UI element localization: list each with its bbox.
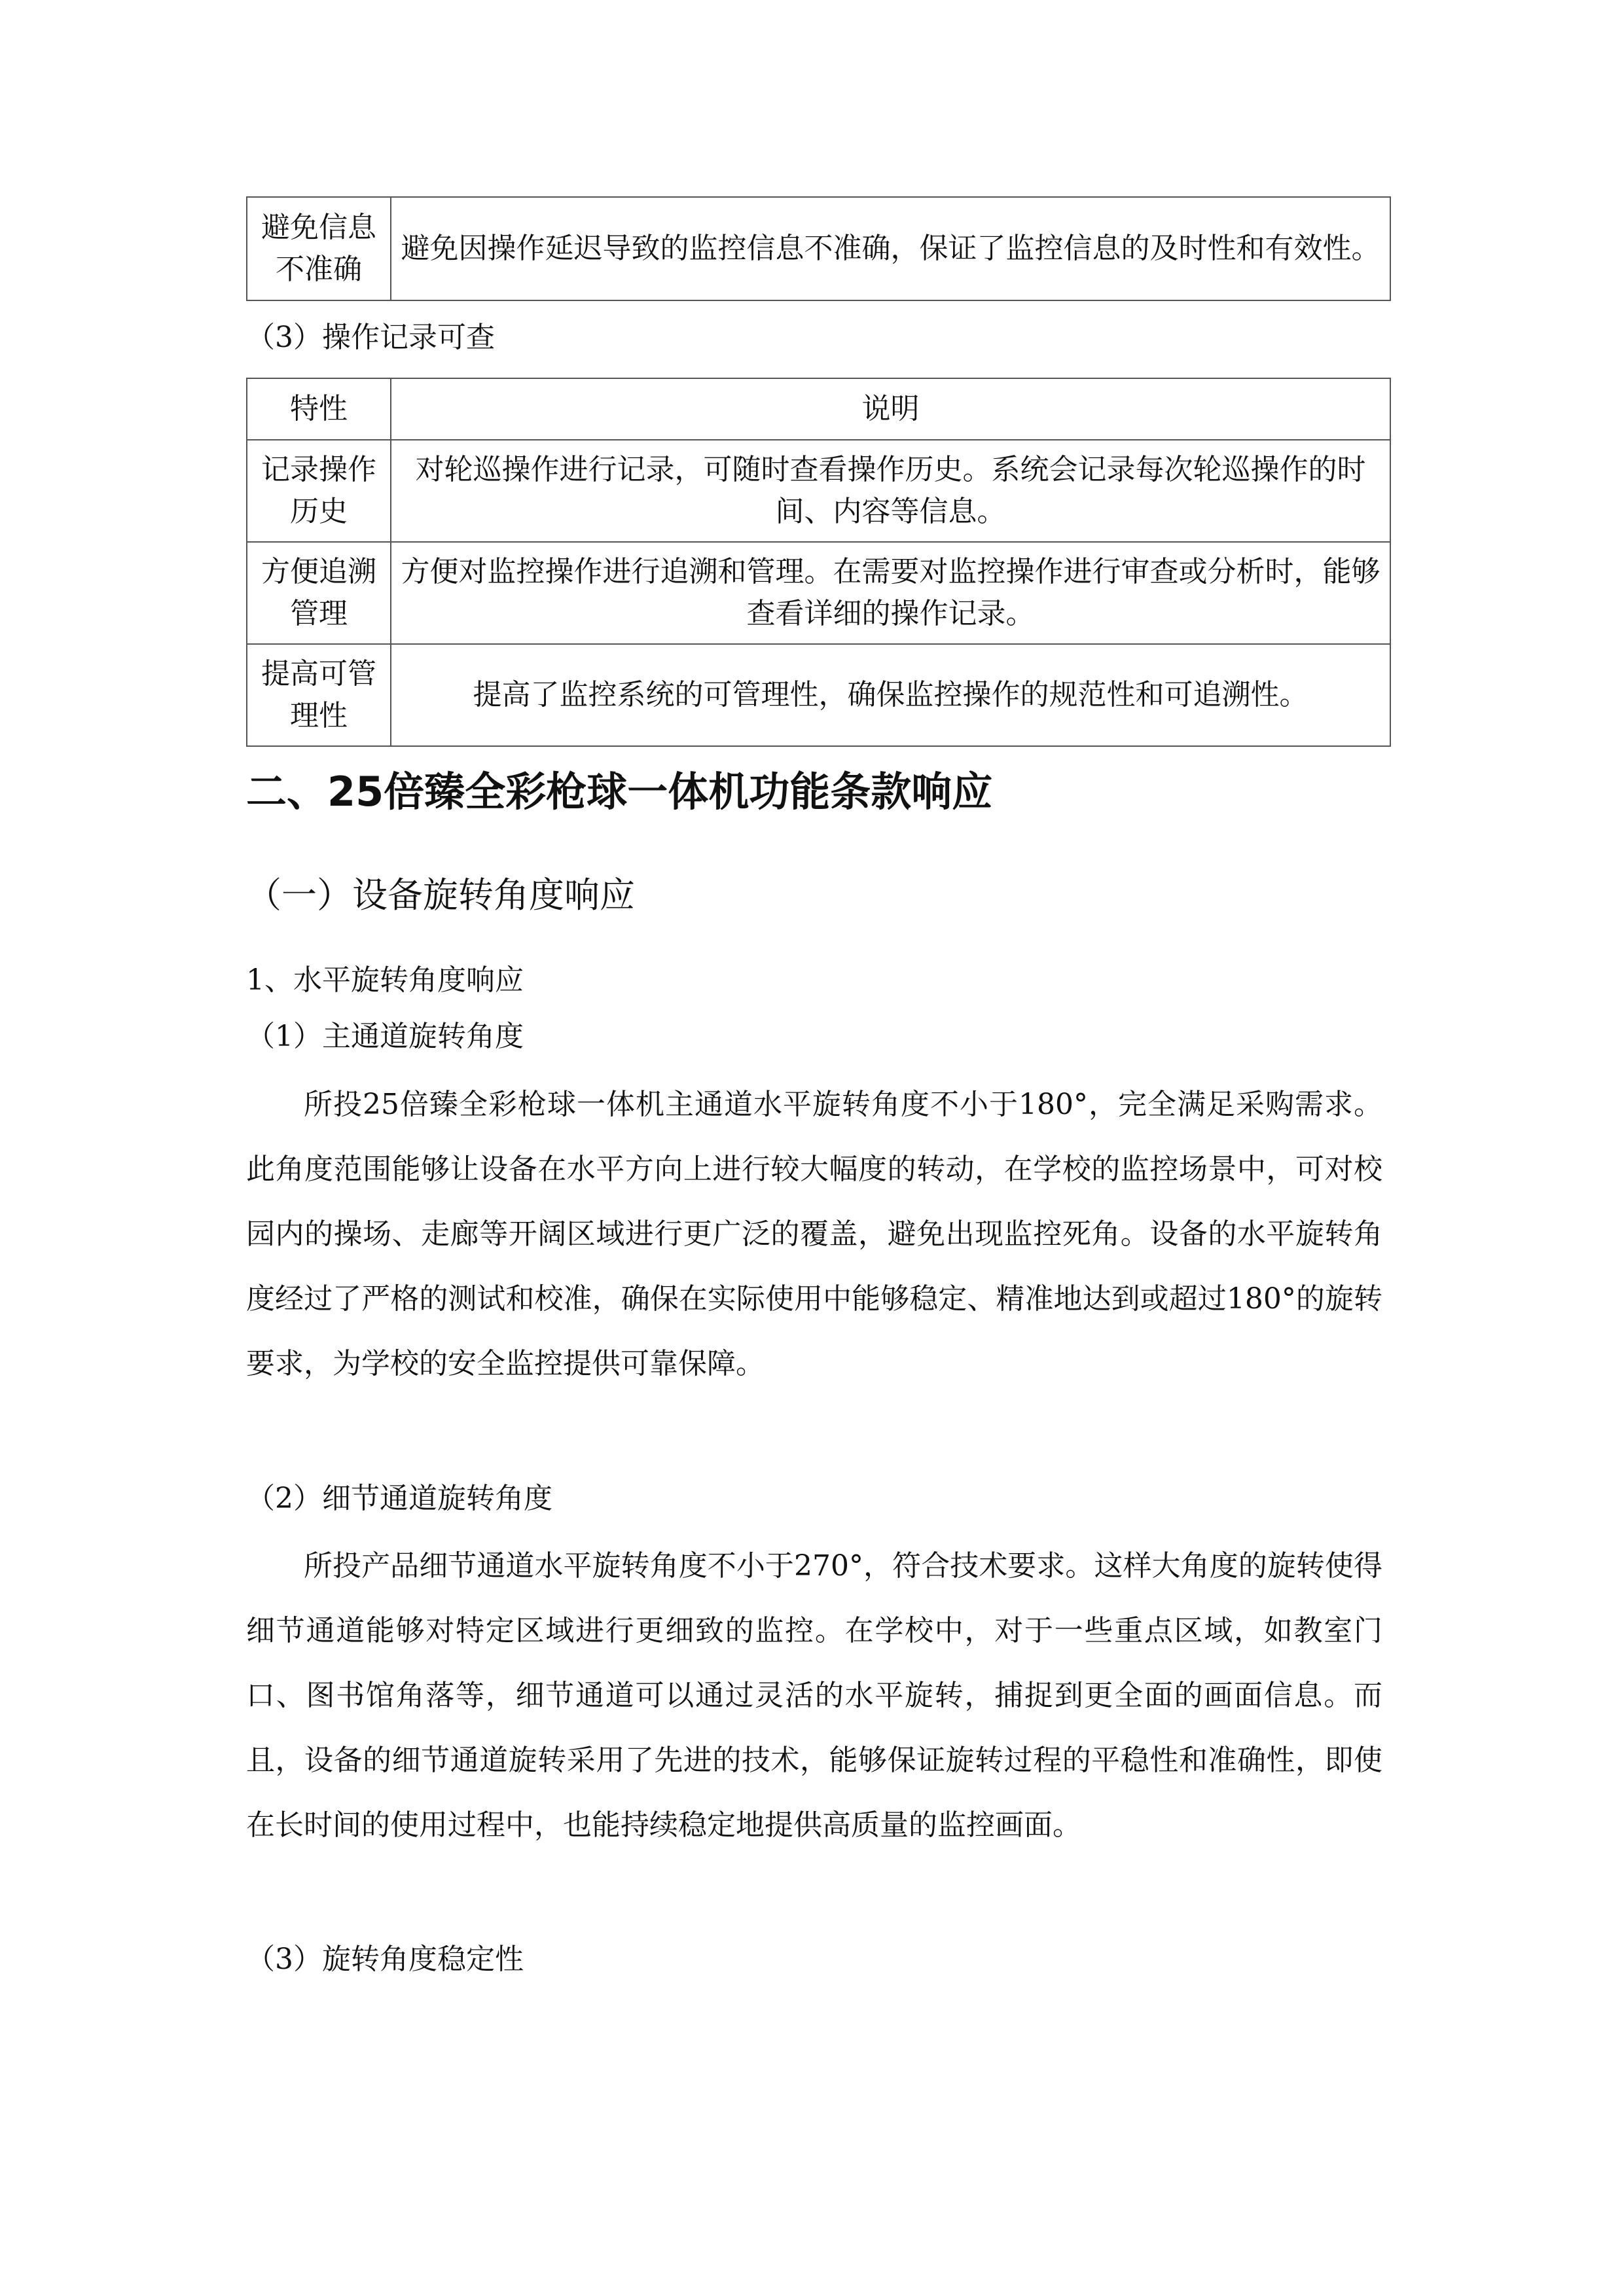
- table-header-row: [247, 378, 1390, 440]
- header-description: 说明: [391, 378, 1390, 440]
- item-heading-detail-channel: （2）细节通道旋转角度: [246, 1482, 552, 1515]
- table-operation-records: [246, 378, 1391, 747]
- feature-cell: 记录操作历史: [247, 440, 391, 542]
- description-cell: 对轮巡操作进行记录，可随时查看操作历史。系统会记录每次轮巡操作的时间、内容等信息。: [391, 440, 1390, 542]
- description-cell: 方便对监控操作进行追溯和管理。在需要对监控操作进行审查或分析时，能够查看详细的操作记录。: [391, 542, 1390, 644]
- feature-cell: 方便追溯管理: [247, 542, 391, 644]
- feature-cell: 提高可管理性: [247, 644, 391, 746]
- header-feature: 特性: [247, 378, 391, 440]
- paragraph-detail-channel: 所投产品细节通道水平旋转角度不小于270°，符合技术要求。这样大角度的旋转使得细节通道能够对特定区域进行更细致的监控。在学校中，对于一些重点区域，如教室门口、图书馆角落等，细节通道可以通过灵活的水平旋转，捕捉到更全面的画面信息。而且，设备的细节通道旋转采用了先进的技术，能够保证旋转过程的平稳性和准确性，即使在长时间的使用过程中，也能持续稳定地提供高质量的监控画面。: [246, 1549, 1382, 1842]
- description-cell: 提高了监控系统的可管理性，确保监控操作的规范性和可追溯性。: [391, 644, 1390, 746]
- description-cell: 避免因操作延迟导致的监控信息不准确，保证了监控信息的及时性和有效性。: [391, 197, 1390, 300]
- table-timeliness: [246, 196, 1391, 301]
- table-row: [247, 440, 1390, 542]
- table-row: [247, 644, 1390, 746]
- feature-cell: 避免信息不准确: [247, 197, 391, 300]
- table-row: [247, 542, 1390, 644]
- paragraph-main-channel: 所投25倍臻全彩枪球一体机主通道水平旋转角度不小于180°，完全满足采购需求。此角度范围能够让设备在水平方向上进行较大幅度的转动，在学校的监控场景中，可对校园内的操场、走廊等开阔区域进行更广泛的覆盖，避免出现监控死角。设备的水平旋转角度经过了严格的测试和校准，确保在实际使用中能够稳定、精准地达到或超过180°的旋转要求，为学校的安全监控提供可靠保障。: [246, 1088, 1382, 1380]
- table-row: [247, 197, 1390, 300]
- item-heading-rotation-stability: （3）旋转角度稳定性: [246, 1943, 524, 1976]
- item-heading-horizontal-rotation: 1、水平旋转角度响应: [246, 963, 524, 997]
- sub-heading: （一）设备旋转角度响应: [246, 874, 635, 916]
- main-heading: 二、25倍臻全彩枪球一体机功能条款响应: [246, 768, 993, 816]
- section-label-operation-records: （3）操作记录可查: [246, 321, 495, 354]
- item-heading-main-channel: （1）主通道旋转角度: [246, 1020, 524, 1053]
